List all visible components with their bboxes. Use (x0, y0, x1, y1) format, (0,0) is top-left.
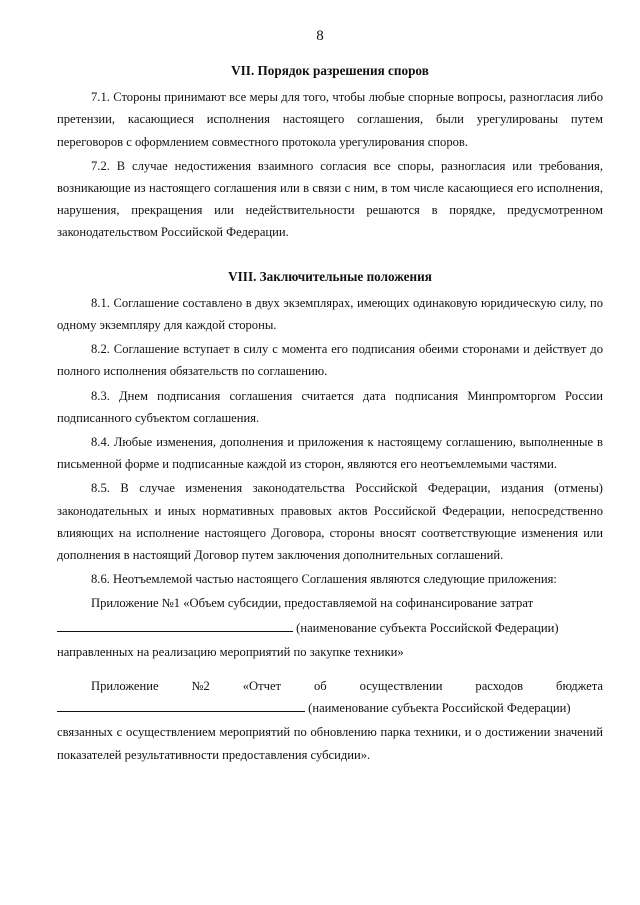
appendix-2-word: бюджета (556, 679, 603, 694)
paragraph-8-6: 8.6. Неотъемлемой частью настоящего Соглашения являются следующие приложения: (91, 572, 557, 587)
paragraph-7-2: 7.2. В случае недостижения взаимного согласия все споры, разногласия или требования, возникающие из настоящего соглашения или в связи с ним, в том числе касающиеся его исполнения, нарушения, прекращения или недействительности решаются в порядке, предусмотренном законодательством Российской Федерации. (57, 158, 603, 240)
appendix-2-line-3: связанных с осуществлением мероприятий по обновлению парка техники, и о достижении значений показателей результативности предоставления субсидии». (57, 725, 603, 762)
appendix-2-line-2-tail: (наименование субъекта Российской Федерации) (308, 701, 571, 716)
document-body (57, 60, 603, 768)
appendix-2-word: осуществлении (359, 679, 443, 694)
appendix-1-line-1: Приложение №1 «Объем субсидии, предоставляемой на софинансирование затрат (91, 596, 534, 611)
appendix-1 (57, 592, 603, 663)
appendix-2 (57, 675, 603, 766)
appendix-2-line-2 (57, 697, 603, 719)
appendix-1-line-3: направленных на реализацию мероприятий по закупке техники» (57, 644, 404, 659)
paragraph-8-2: 8.2. Соглашение вступает в силу с момента его подписания обеими сторонами и действует до полного исполнения обязательств по соглашению. (57, 342, 603, 379)
blank-line (57, 618, 293, 632)
blank-line (57, 698, 305, 712)
appendix-2-word: Приложение (91, 679, 159, 694)
appendix-2-word: расходов (475, 679, 524, 694)
section-8-title: VIII. Заключительные положения (228, 268, 432, 284)
appendix-2-word: «Отчет (242, 679, 282, 694)
paragraph-8-3: 8.3. Днем подписания соглашения считается дата подписания Минпромторгом России подписанного субъектом соглашения. (57, 388, 603, 425)
paragraph-7-1: 7.1. Стороны принимают все меры для того, чтобы любые спорные вопросы, разногласия либо претензии, касающиеся исполнения настоящего соглашения, были урегулированы путем переговоров с оформлением совместного протокола урегулирования споров. (57, 90, 603, 149)
appendix-1-line-2 (57, 617, 603, 639)
page-number: 8 (316, 28, 324, 44)
paragraph-8-1: 8.1. Соглашение составлено в двух экземплярах, имеющих одинаковую юридическую силу, по одному экземпляру для каждой стороны. (57, 295, 603, 333)
appendix-2-word: №2 (191, 679, 210, 694)
section-7-title: VII. Порядок разрешения споров (231, 63, 429, 78)
appendix-2-line-1 (57, 675, 603, 697)
paragraph-8-5: 8.5. В случае изменения законодательства Российской Федерации, издания (отмены) законодательных и иных нормативных правовых актов Российской Федерации, непосредственно влияющих на исполнение настоящего Договора, стороны вносят соответствующие изменения или дополнения в настоящий Договор путем заключения дополнительных соглашений. (57, 481, 603, 563)
appendix-1-line-2-tail: (наименование субъекта Российской Федерации) (296, 620, 559, 635)
appendix-2-word: об (313, 679, 327, 694)
paragraph-8-4: 8.4. Любые изменения, дополнения и приложения к настоящему соглашению, выполненные в письменной форме и подписанные каждой из сторон, являются его неотъемлемыми частями. (57, 435, 603, 472)
